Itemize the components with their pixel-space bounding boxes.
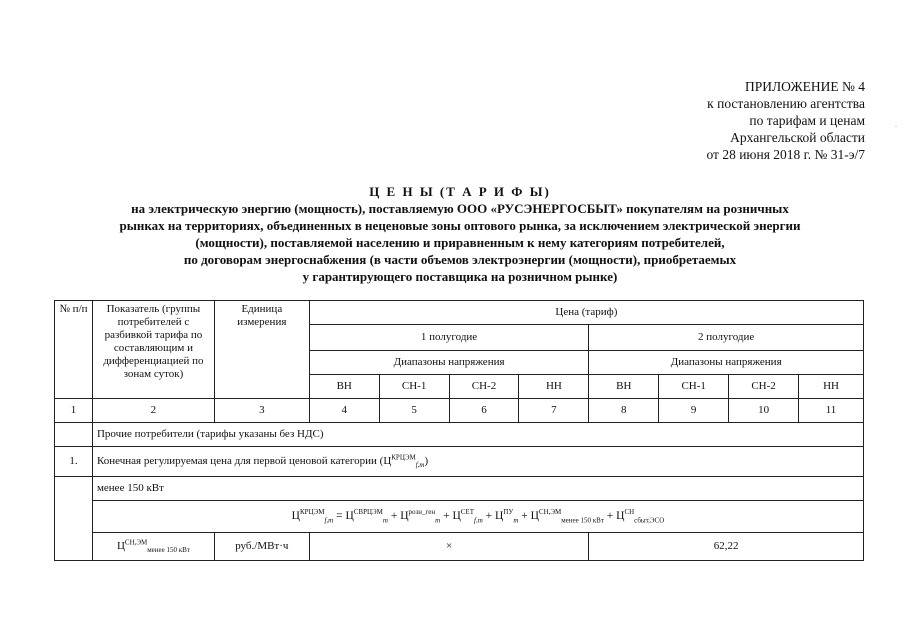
header-indicator: Показатель (группы потребителей с разбивкой тарифа по составляющим и дифференциацией по зонам суток) (92, 301, 214, 399)
document-heading (60, 183, 860, 285)
heading-line: (мощности), поставляемой населению и приравненным к нему категориям потребителей, (195, 235, 725, 250)
section-title: Прочие потребители (тарифы указаны без НДС) (92, 423, 863, 447)
column-number: 9 (659, 399, 729, 423)
appendix-line: к постановлению агентства (707, 96, 865, 111)
heading-line: по договорам энергоснабжения (в части объемов электроэнергии (мощности), приобретаемых (183, 252, 737, 267)
voltage-cell: СН-2 (729, 375, 799, 399)
header-no: № п/п (55, 301, 93, 399)
header-price: Цена (тариф) (309, 301, 863, 325)
voltage-cell: НН (519, 375, 589, 399)
row-title: Конечная регулируемая цена для первой ценовой категории $(Ц^{КРЦЭМ}_{f,m})$ (92, 447, 863, 477)
appendix-date: от 28 июня 2018 г. № 31-э/7 (706, 147, 865, 162)
row-number-empty (55, 477, 93, 561)
appendix-block (706, 78, 865, 163)
row-number: 1. (55, 447, 93, 477)
column-number: 2 (92, 399, 214, 423)
subgroup-label: менее 150 кВт (92, 477, 863, 501)
voltage-cell: СН-1 (659, 375, 729, 399)
header-ranges-2: Диапазоны напряжения (589, 351, 864, 375)
column-number: 8 (589, 399, 659, 423)
price-formula: $Ц^{КРЦЭМ}_{f,m} = Ц^{СВРЦЭМ}_m + Ц^{розн\_ген}_m + Ц^{СЕТ}_{f,m} + Ц^{ПУ}_m + Ц^{СН,ЭМ}_{менее 150 кВт} + Ц^{СН}_{сбыт,ЭСО}$ (92, 501, 863, 533)
document-title: Ц Е Н Ы (Т А Р И Ф Ы) (369, 184, 551, 199)
heading-line: у гарантирующего поставщика на розничном рынке) (302, 269, 618, 284)
voltage-cell: НН (799, 375, 864, 399)
scan-mark: . (895, 120, 897, 129)
section-no-cell (55, 423, 93, 447)
component-label: $Ц^{СН,ЭМ}_{менее 150 кВт}$ (92, 533, 214, 561)
header-half-1: 1 полугодие (309, 325, 589, 351)
column-number: 4 (309, 399, 379, 423)
heading-line: рынках на территориях, объединенных в неценовые зоны оптового рынка, за исключением электрической энергии (119, 218, 801, 233)
column-number: 6 (449, 399, 519, 423)
half2-value: 62,22 (589, 533, 864, 561)
header-unit: Единица измерения (214, 301, 309, 399)
appendix-title: ПРИЛОЖЕНИЕ № 4 (744, 79, 865, 94)
column-number: 11 (799, 399, 864, 423)
component-unit: руб./МВт·ч (214, 533, 309, 561)
appendix-line: Архангельской области (730, 130, 865, 145)
column-number: 5 (379, 399, 449, 423)
appendix-line: по тарифам и ценам (749, 113, 865, 128)
column-number: 3 (214, 399, 309, 423)
column-number: 1 (55, 399, 93, 423)
half1-value: × (309, 533, 589, 561)
heading-line: на электрическую энергию (мощность), поставляемую ООО «РУСЭНЕРГОСБЫТ» покупателям на розничных (131, 201, 789, 216)
voltage-cell: СН-1 (379, 375, 449, 399)
voltage-cell: ВН (309, 375, 379, 399)
header-half-2: 2 полугодие (589, 325, 864, 351)
voltage-cell: ВН (589, 375, 659, 399)
column-number: 7 (519, 399, 589, 423)
voltage-cell: СН-2 (449, 375, 519, 399)
header-ranges-1: Диапазоны напряжения (309, 351, 589, 375)
column-number: 10 (729, 399, 799, 423)
tariff-table (54, 300, 864, 561)
